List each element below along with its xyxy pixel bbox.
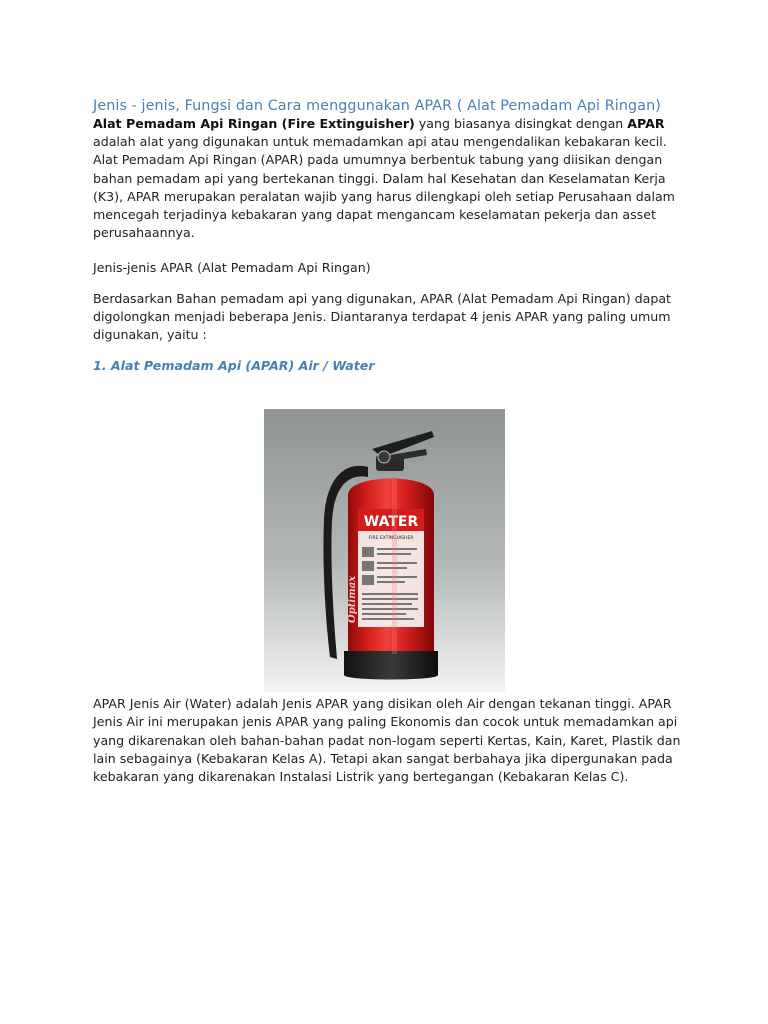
article <box>93 97 693 786</box>
intro-text-a: yang biasanya disingkat dengan <box>414 116 628 131</box>
cylinder-base <box>344 651 438 680</box>
water-extinguisher-image <box>264 409 505 692</box>
pressure-gauge <box>378 451 390 463</box>
berdasarkan-paragraph: Berdasarkan Bahan pemadam api yang digunakan, APAR (Alat Pemadam Api Ringan) dapat digolongkan menjadi beberapa Jenis. Diantaranya terdapat 4 jenis APAR yang paling umum digunakan, yaitu : <box>93 290 671 343</box>
intro-bold-term: Alat Pemadam Api Ringan (Fire Extinguisher) <box>93 116 415 131</box>
intro-text-b: adalah alat yang digunakan untuk memadamkan api atau mengendalikan kebakaran kecil. Alat Pemadam Api Ringan (APAR) pada umumnya berbentuk tabung yang diisikan dengan bahan pemadam api yang bertekanan tinggi. Dalam hal Kesehatan dan Keselamatan Kerja (K3), APAR merupakan peralatan wajib yang harus dilengkapi oleh setiap Perusahaan dalam mencegah terjadinya kebakaran yang dapat mengancam keselamatan pekerja dan asset perusahaannya. <box>93 134 675 241</box>
brand-text: Optimax <box>347 576 358 624</box>
jenis-heading: Jenis-jenis APAR (Alat Pemadam Api Ringan) <box>93 260 371 276</box>
intro-bold-abbr: APAR <box>627 116 665 131</box>
section-1-description: APAR Jenis Air (Water) adalah Jenis APAR yang disikan oleh Air dengan tekanan tinggi. APAR Jenis Air ini merupakan jenis APAR yang paling Ekonomis dan cocok untuk memadamkan api yang dikarenakan oleh bahan-bahan padat non-logam seperti Kertas, Kain, Karet, Plastik dan lain sebagainya (Kebakaran Kelas A). Tetapi akan sangat berbahaya jika dipergunakan pada kebakaran yang dikarenakan Instalasi Listrik yang bertegangan (Kebakaran Kelas C). <box>93 696 681 785</box>
label-water: WATER <box>363 514 419 531</box>
article-title: Jenis - jenis, Fungsi dan Cara menggunakan APAR ( Alat Pemadam Api Ringan) <box>93 98 661 114</box>
section-1-heading: 1. Alat Pemadam Api (APAR) Air / Water <box>93 358 375 374</box>
intro-paragraph <box>93 115 693 242</box>
label-subtitle: FIRE EXTINGUISHER <box>368 536 414 542</box>
figure-container <box>93 409 693 692</box>
